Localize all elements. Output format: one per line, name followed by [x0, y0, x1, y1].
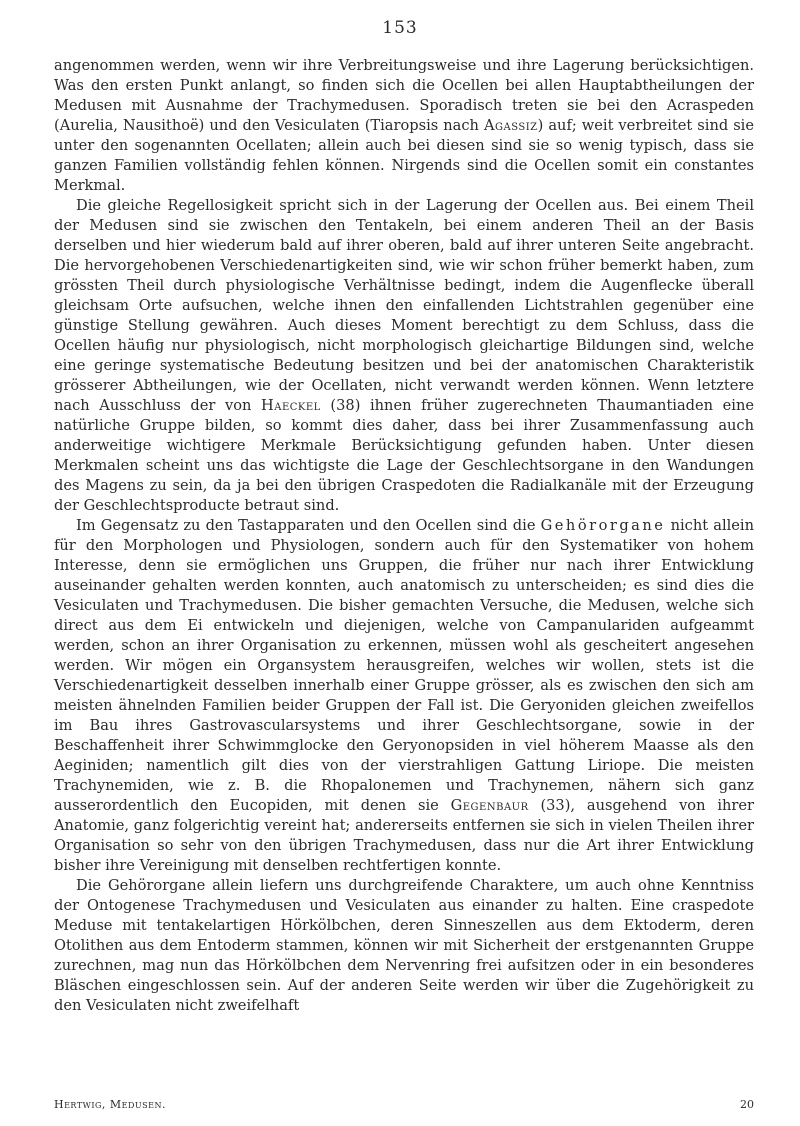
- author-name-agassiz: Agassiz: [483, 117, 538, 134]
- paragraph-2-text-a: Die gleiche Regellosigkeit spricht sich in der Lagerung der Ocellen aus. Bei einem Theil der Medusen sind sie zwischen den Tentakeln, bei einem anderen Theil an der Basis derselben und hier wiederum bald auf ihrer oberen, bald auf ihrer unteren Seite angebracht. Die hervorgehobenen Verschiedenartigkeiten sind, wie wir schon früher bemerkt haben, zum grössten Theil durch physiologische Verhältnisse bedingt, indem die Augenflecke überall gleichsam Orte aufsuchen, welche ihnen den einfallenden Lichtstrahlen gegenüber eine günstige Stellung gewähren. Auch dieses Moment berechtigt zu dem Schluss, dass die Ocellen häufig nur physiologisch, nicht morphologisch gleichartige Bildungen sind, welche eine geringe systematische Bedeutung besitzen und bei der anatomischen Charakteristik grösserer Abtheilungen, wie der Ocellaten, nicht verwandt werden können. Wenn letztere nach Ausschluss der von: [54, 197, 754, 414]
- author-name-gegenbaur: Gegenbaur: [450, 797, 529, 814]
- paragraph-4-text: Die Gehörorgane allein liefern uns durchgreifende Charaktere, um auch ohne Kenntniss der Ontogenese Trachymedusen und Vesiculaten aus einander zu halten. Eine craspedote Meduse mit tentakelartigen Hörkölbchen, deren Sinneszellen aus dem Ektoderm, deren Otolithen aus dem Entoderm stammen, können wir mit Sicherheit der erstgenannten Gruppe zurechnen, mag nun das Hörkölbchen dem Nervenring frei aufsitzen oder in ein besonderes Bläschen eingeschlossen sein. Auf der anderen Seite werden wir über die Zugehörigkeit zu den Vesiculaten nicht zweifelhaft: [54, 877, 754, 1014]
- paragraph-3-text-c: (33), ausgehend von ihrer Anatomie, ganz folgerichtig vereint hat; andererseits entfernen sie sich in vielen Theilen ihrer Organisation so sehr von den übrigen Trachymedusen, dass nur die Art ihrer Entwicklung bisher ihre Vereinigung mit denselben rechtfertigen konnte.: [54, 797, 754, 874]
- page-footer: [54, 1098, 754, 1111]
- paragraph-1: [54, 56, 754, 196]
- paragraph-1-text-a: angenommen werden, wenn wir ihre Verbreitungsweise und ihre Lagerung berücksichtigen. Was den ersten Punkt anlangt, so finden sich die Ocellen bei allen Hauptabtheilungen der Medusen mit Ausnahme der Trachymedusen. Sporadisch treten sie bei den Acraspeden (Aurelia, Nausithoë) und den Vesiculaten (Tiaropsis nach: [54, 57, 754, 134]
- paragraph-2-text-b: (38) ihnen früher zugerechneten Thaumantiaden eine natürliche Gruppe bilden, so kommt dies daher, dass bei ihrer Zusammenfassung auch anderweitige wichtigere Merkmale Berücksichtigung gefunden haben. Unter diesen Merkmalen scheint uns das wichtigste die Lage der Geschlechtsorgane in den Wandungen des Magens zu sein, da ja bei den übrigen Craspedoten die Radialkanäle mit der Erzeugung der Geschlechtsproducte betraut sind.: [54, 397, 755, 514]
- paragraph-3-text-a: Im Gegensatz zu den Tastapparaten und den Ocellen sind die: [76, 517, 541, 534]
- paragraph-3-text-b: nicht allein für den Morphologen und Physiologen, sondern auch für den Systematiker von hohem Interesse, denn sie ermöglichen uns Gruppen, die früher nur nach ihrer Entwicklung auseinander gehalten werden konnten, auch anatomisch zu unterscheiden; es sind dies die Vesiculaten und Trachymedusen. Die bisher gemachten Versuche, die Medusen, welche sich direct aus dem Ei entwickeln und diejenigen, welche von Campanulariden aufgeammt werden, schon an ihrer Organisation zu erkennen, müssen wohl als gescheitert angesehen werden. Wir mögen ein Organsystem herausgreifen, welches wir wollen, stets ist die Verschiedenartigkeit desselben innerhalb einer Gruppe grösser, als es zwischen den sich am meisten ähnelnden Familien beider Gruppen der Fall ist. Die Geryoniden gleichen zweifellos im Bau ihres Gastrovascularsystems und ihrer Geschlechtsorgane, sowie in der Beschaffenheit ihrer Schwimmglocke den Geryonopsiden in viel höherem Maasse als den Aeginiden; namentlich gilt dies von der vierstrahligen Gattung Liriope. Die meisten Trachynemiden, wie z. B. die Rhopalonemen und Trachynemen, nähern sich ganz ausserordentlich den Eucopiden, mit denen sie: [54, 517, 754, 814]
- footer-signature: Hertwig, Medusen.: [54, 1098, 166, 1111]
- page-number: 153: [382, 18, 418, 38]
- paragraph-2: [54, 196, 754, 516]
- paragraph-3: [54, 516, 754, 876]
- body-text: [54, 56, 754, 1016]
- paragraph-4: [54, 876, 754, 1016]
- author-name-haeckel: Haeckel: [261, 397, 321, 414]
- footer-sheet-number: 20: [740, 1098, 754, 1111]
- paragraph-1-text-b: ) auf; weit verbreitet sind sie unter den sogenannten Ocellaten; allein auch bei diesen sind sie so wenig typisch, dass sie ganzen Familien vollständig fehlen können. Nirgends sind die Ocellen somit ein constantes Merkmal.: [54, 117, 754, 194]
- emphasis-gehoerorgane: Gehörorgane: [540, 517, 666, 534]
